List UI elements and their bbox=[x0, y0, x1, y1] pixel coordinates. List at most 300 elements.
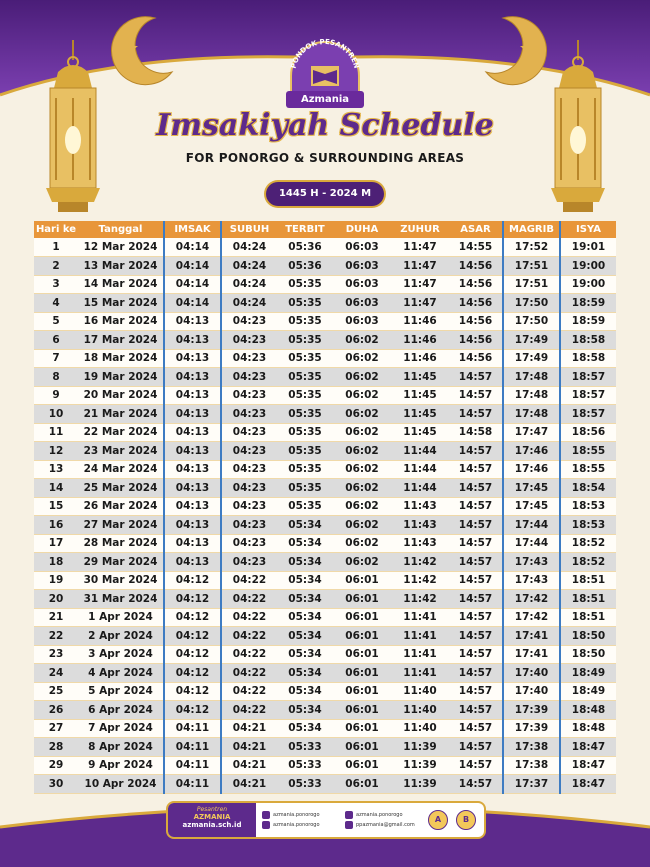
cell-terbit: 05:35 bbox=[277, 294, 333, 313]
table-row bbox=[34, 719, 616, 738]
cell-terbit: 05:35 bbox=[277, 460, 333, 479]
social-text: ppazmania@gmail.com bbox=[356, 822, 415, 828]
cell-terbit: 05:35 bbox=[277, 442, 333, 461]
social-item[interactable] bbox=[262, 811, 339, 819]
cell-hari: 24 bbox=[34, 664, 78, 683]
page-subtitle: FOR PONORGO & SURROUNDING AREAS bbox=[185, 151, 465, 165]
cell-tanggal: 18 Mar 2024 bbox=[78, 349, 164, 368]
cell-hari: 7 bbox=[34, 349, 78, 368]
cell-magrib: 17:38 bbox=[503, 738, 560, 757]
cell-isya: 18:48 bbox=[560, 701, 616, 720]
cell-duha: 06:02 bbox=[333, 442, 391, 461]
facebook-icon bbox=[262, 811, 270, 819]
cell-subuh: 04:23 bbox=[221, 312, 277, 331]
cell-magrib: 17:37 bbox=[503, 775, 560, 794]
cell-asar: 14:55 bbox=[449, 238, 503, 257]
cell-zuhur: 11:42 bbox=[391, 553, 449, 572]
cell-imsak: 04:14 bbox=[164, 238, 221, 257]
cell-isya: 18:57 bbox=[560, 386, 616, 405]
cell-magrib: 17:43 bbox=[503, 571, 560, 590]
table-row bbox=[34, 479, 616, 498]
cell-isya: 18:53 bbox=[560, 516, 616, 535]
table-row bbox=[34, 775, 616, 794]
cell-zuhur: 11:41 bbox=[391, 664, 449, 683]
cell-subuh: 04:23 bbox=[221, 423, 277, 442]
cell-zuhur: 11:43 bbox=[391, 516, 449, 535]
cell-hari: 22 bbox=[34, 627, 78, 646]
cell-zuhur: 11:45 bbox=[391, 386, 449, 405]
accreditation-badge-b: B bbox=[456, 810, 476, 830]
cell-asar: 14:57 bbox=[449, 516, 503, 535]
cell-subuh: 04:23 bbox=[221, 331, 277, 350]
table-row bbox=[34, 368, 616, 387]
cell-terbit: 05:34 bbox=[277, 664, 333, 683]
cell-hari: 10 bbox=[34, 405, 78, 424]
table-row bbox=[34, 294, 616, 313]
cell-imsak: 04:12 bbox=[164, 627, 221, 646]
table-row bbox=[34, 701, 616, 720]
cell-duha: 06:01 bbox=[333, 571, 391, 590]
cell-isya: 18:47 bbox=[560, 756, 616, 775]
cell-zuhur: 11:39 bbox=[391, 756, 449, 775]
cell-tanggal: 21 Mar 2024 bbox=[78, 405, 164, 424]
cell-duha: 06:03 bbox=[333, 238, 391, 257]
cell-tanggal: 29 Mar 2024 bbox=[78, 553, 164, 572]
cell-imsak: 04:13 bbox=[164, 368, 221, 387]
cell-imsak: 04:13 bbox=[164, 460, 221, 479]
cell-hari: 16 bbox=[34, 516, 78, 535]
cell-subuh: 04:22 bbox=[221, 701, 277, 720]
cell-asar: 14:57 bbox=[449, 534, 503, 553]
cell-tanggal: 27 Mar 2024 bbox=[78, 516, 164, 535]
cell-imsak: 04:11 bbox=[164, 719, 221, 738]
cell-zuhur: 11:39 bbox=[391, 775, 449, 794]
cell-hari: 11 bbox=[34, 423, 78, 442]
cell-asar: 14:57 bbox=[449, 738, 503, 757]
cell-zuhur: 11:41 bbox=[391, 627, 449, 646]
cell-tanggal: 16 Mar 2024 bbox=[78, 312, 164, 331]
cell-asar: 14:57 bbox=[449, 664, 503, 683]
col-header-asar: ASAR bbox=[449, 221, 503, 238]
cell-magrib: 17:39 bbox=[503, 701, 560, 720]
table-row bbox=[34, 460, 616, 479]
cell-terbit: 05:35 bbox=[277, 423, 333, 442]
cell-isya: 18:59 bbox=[560, 312, 616, 331]
cell-hari: 18 bbox=[34, 553, 78, 572]
cell-subuh: 04:23 bbox=[221, 479, 277, 498]
instagram-icon bbox=[262, 821, 270, 829]
cell-hari: 9 bbox=[34, 386, 78, 405]
cell-tanggal: 22 Mar 2024 bbox=[78, 423, 164, 442]
cell-asar: 14:56 bbox=[449, 349, 503, 368]
cell-isya: 18:49 bbox=[560, 682, 616, 701]
cell-hari: 29 bbox=[34, 756, 78, 775]
cell-subuh: 04:24 bbox=[221, 294, 277, 313]
cell-duha: 06:03 bbox=[333, 294, 391, 313]
cell-duha: 06:02 bbox=[333, 349, 391, 368]
cell-subuh: 04:23 bbox=[221, 442, 277, 461]
cell-imsak: 04:12 bbox=[164, 682, 221, 701]
cell-terbit: 05:36 bbox=[277, 238, 333, 257]
cell-isya: 18:50 bbox=[560, 627, 616, 646]
cell-subuh: 04:24 bbox=[221, 257, 277, 276]
cell-hari: 23 bbox=[34, 645, 78, 664]
cell-terbit: 05:34 bbox=[277, 627, 333, 646]
email-icon bbox=[345, 821, 353, 829]
cell-subuh: 04:23 bbox=[221, 553, 277, 572]
cell-hari: 28 bbox=[34, 738, 78, 757]
cell-hari: 2 bbox=[34, 257, 78, 276]
cell-asar: 14:57 bbox=[449, 719, 503, 738]
cell-zuhur: 11:43 bbox=[391, 497, 449, 516]
cell-imsak: 04:13 bbox=[164, 312, 221, 331]
cell-imsak: 04:13 bbox=[164, 516, 221, 535]
cell-isya: 19:00 bbox=[560, 275, 616, 294]
col-header-duha: DUHA bbox=[333, 221, 391, 238]
cell-zuhur: 11:44 bbox=[391, 460, 449, 479]
cell-duha: 06:02 bbox=[333, 423, 391, 442]
cell-imsak: 04:12 bbox=[164, 571, 221, 590]
cell-subuh: 04:24 bbox=[221, 275, 277, 294]
cell-subuh: 04:21 bbox=[221, 756, 277, 775]
cell-tanggal: 3 Apr 2024 bbox=[78, 645, 164, 664]
cell-magrib: 17:49 bbox=[503, 349, 560, 368]
table-row bbox=[34, 571, 616, 590]
footer-brand bbox=[168, 803, 256, 837]
cell-terbit: 05:34 bbox=[277, 719, 333, 738]
cell-asar: 14:57 bbox=[449, 442, 503, 461]
cell-asar: 14:56 bbox=[449, 257, 503, 276]
cell-subuh: 04:23 bbox=[221, 497, 277, 516]
cell-duha: 06:02 bbox=[333, 386, 391, 405]
cell-isya: 18:53 bbox=[560, 497, 616, 516]
social-text: azmania.ponorogo bbox=[273, 812, 320, 818]
cell-magrib: 17:46 bbox=[503, 442, 560, 461]
table-row bbox=[34, 645, 616, 664]
cell-hari: 30 bbox=[34, 775, 78, 794]
cell-isya: 18:51 bbox=[560, 590, 616, 609]
cell-subuh: 04:21 bbox=[221, 738, 277, 757]
cell-asar: 14:57 bbox=[449, 756, 503, 775]
cell-magrib: 17:51 bbox=[503, 275, 560, 294]
cell-terbit: 05:35 bbox=[277, 386, 333, 405]
cell-terbit: 05:34 bbox=[277, 590, 333, 609]
cell-zuhur: 11:47 bbox=[391, 257, 449, 276]
footer-contact-bar bbox=[168, 803, 484, 837]
social-item[interactable] bbox=[345, 821, 422, 829]
cell-subuh: 04:22 bbox=[221, 571, 277, 590]
cell-isya: 18:58 bbox=[560, 349, 616, 368]
cell-imsak: 04:12 bbox=[164, 608, 221, 627]
table-row bbox=[34, 312, 616, 331]
cell-terbit: 05:35 bbox=[277, 497, 333, 516]
cell-imsak: 04:13 bbox=[164, 331, 221, 350]
cell-hari: 26 bbox=[34, 701, 78, 720]
cell-isya: 18:50 bbox=[560, 645, 616, 664]
cell-tanggal: 25 Mar 2024 bbox=[78, 479, 164, 498]
cell-duha: 06:01 bbox=[333, 701, 391, 720]
cell-tanggal: 19 Mar 2024 bbox=[78, 368, 164, 387]
cell-zuhur: 11:47 bbox=[391, 275, 449, 294]
cell-zuhur: 11:41 bbox=[391, 645, 449, 664]
cell-terbit: 05:33 bbox=[277, 775, 333, 794]
cell-tanggal: 24 Mar 2024 bbox=[78, 460, 164, 479]
cell-imsak: 04:13 bbox=[164, 442, 221, 461]
page-title: Imsakiyah Schedule bbox=[156, 108, 494, 143]
cell-asar: 14:57 bbox=[449, 608, 503, 627]
cell-tanggal: 10 Apr 2024 bbox=[78, 775, 164, 794]
cell-isya: 18:55 bbox=[560, 460, 616, 479]
cell-magrib: 17:50 bbox=[503, 312, 560, 331]
cell-duha: 06:03 bbox=[333, 257, 391, 276]
cell-imsak: 04:13 bbox=[164, 405, 221, 424]
cell-subuh: 04:23 bbox=[221, 460, 277, 479]
cell-zuhur: 11:47 bbox=[391, 238, 449, 257]
table-row bbox=[34, 516, 616, 535]
cell-magrib: 17:45 bbox=[503, 497, 560, 516]
cell-duha: 06:01 bbox=[333, 627, 391, 646]
table-row bbox=[34, 349, 616, 368]
cell-isya: 18:55 bbox=[560, 442, 616, 461]
cell-terbit: 05:35 bbox=[277, 275, 333, 294]
cell-magrib: 17:42 bbox=[503, 608, 560, 627]
cell-imsak: 04:13 bbox=[164, 479, 221, 498]
cell-imsak: 04:14 bbox=[164, 275, 221, 294]
cell-duha: 06:01 bbox=[333, 645, 391, 664]
cell-asar: 14:57 bbox=[449, 571, 503, 590]
table-row bbox=[34, 553, 616, 572]
cell-tanggal: 26 Mar 2024 bbox=[78, 497, 164, 516]
cell-magrib: 17:38 bbox=[503, 756, 560, 775]
table-row bbox=[34, 275, 616, 294]
table-row bbox=[34, 534, 616, 553]
cell-tanggal: 2 Apr 2024 bbox=[78, 627, 164, 646]
cell-terbit: 05:33 bbox=[277, 756, 333, 775]
cell-asar: 14:56 bbox=[449, 312, 503, 331]
cell-magrib: 17:44 bbox=[503, 516, 560, 535]
cell-isya: 18:57 bbox=[560, 368, 616, 387]
social-item[interactable] bbox=[345, 811, 422, 819]
cell-tanggal: 31 Mar 2024 bbox=[78, 590, 164, 609]
cell-zuhur: 11:46 bbox=[391, 331, 449, 350]
cell-subuh: 04:21 bbox=[221, 775, 277, 794]
cell-asar: 14:57 bbox=[449, 590, 503, 609]
cell-magrib: 17:48 bbox=[503, 386, 560, 405]
footer-brand-line1: Pesantren bbox=[196, 806, 228, 813]
cell-asar: 14:57 bbox=[449, 645, 503, 664]
accreditation-badge-a: A bbox=[428, 810, 448, 830]
cell-asar: 14:57 bbox=[449, 479, 503, 498]
cell-subuh: 04:23 bbox=[221, 534, 277, 553]
col-header-magrib: MAGRIB bbox=[503, 221, 560, 238]
table-row bbox=[34, 405, 616, 424]
cell-terbit: 05:35 bbox=[277, 368, 333, 387]
cell-isya: 18:48 bbox=[560, 719, 616, 738]
cell-asar: 14:57 bbox=[449, 627, 503, 646]
table-row bbox=[34, 627, 616, 646]
cell-subuh: 04:22 bbox=[221, 590, 277, 609]
cell-zuhur: 11:44 bbox=[391, 442, 449, 461]
cell-isya: 18:52 bbox=[560, 534, 616, 553]
cell-imsak: 04:13 bbox=[164, 349, 221, 368]
table-row bbox=[34, 238, 616, 257]
cell-hari: 27 bbox=[34, 719, 78, 738]
cell-magrib: 17:40 bbox=[503, 682, 560, 701]
cell-magrib: 17:42 bbox=[503, 590, 560, 609]
cell-isya: 18:47 bbox=[560, 738, 616, 757]
cell-asar: 14:56 bbox=[449, 331, 503, 350]
cell-isya: 18:56 bbox=[560, 423, 616, 442]
cell-imsak: 04:14 bbox=[164, 257, 221, 276]
cell-hari: 5 bbox=[34, 312, 78, 331]
cell-duha: 06:02 bbox=[333, 368, 391, 387]
cell-asar: 14:57 bbox=[449, 405, 503, 424]
cell-terbit: 05:35 bbox=[277, 312, 333, 331]
cell-isya: 18:57 bbox=[560, 405, 616, 424]
cell-tanggal: 30 Mar 2024 bbox=[78, 571, 164, 590]
cell-imsak: 04:11 bbox=[164, 775, 221, 794]
table-row bbox=[34, 497, 616, 516]
cell-hari: 19 bbox=[34, 571, 78, 590]
cell-zuhur: 11:41 bbox=[391, 608, 449, 627]
cell-imsak: 04:11 bbox=[164, 738, 221, 757]
cell-duha: 06:01 bbox=[333, 756, 391, 775]
cell-duha: 06:01 bbox=[333, 775, 391, 794]
col-header-tanggal: Tanggal bbox=[78, 221, 164, 238]
col-header-zuhur: ZUHUR bbox=[391, 221, 449, 238]
social-item[interactable] bbox=[262, 821, 339, 829]
table-header-row bbox=[34, 221, 616, 238]
cell-magrib: 17:48 bbox=[503, 368, 560, 387]
cell-zuhur: 11:45 bbox=[391, 368, 449, 387]
cell-subuh: 04:22 bbox=[221, 645, 277, 664]
cell-magrib: 17:50 bbox=[503, 294, 560, 313]
table-row bbox=[34, 386, 616, 405]
cell-terbit: 05:34 bbox=[277, 571, 333, 590]
cell-tanggal: 12 Mar 2024 bbox=[78, 238, 164, 257]
youtube-icon bbox=[345, 811, 353, 819]
cell-isya: 19:01 bbox=[560, 238, 616, 257]
col-header-terbit: TERBIT bbox=[277, 221, 333, 238]
cell-duha: 06:01 bbox=[333, 608, 391, 627]
table-row bbox=[34, 756, 616, 775]
cell-magrib: 17:45 bbox=[503, 479, 560, 498]
cell-zuhur: 11:40 bbox=[391, 682, 449, 701]
footer-brand-line2: AZMANIA bbox=[193, 813, 231, 821]
cell-terbit: 05:35 bbox=[277, 349, 333, 368]
cell-subuh: 04:24 bbox=[221, 238, 277, 257]
cell-zuhur: 11:46 bbox=[391, 349, 449, 368]
col-header-subuh: SUBUH bbox=[221, 221, 277, 238]
cell-duha: 06:01 bbox=[333, 719, 391, 738]
cell-subuh: 04:22 bbox=[221, 608, 277, 627]
logo-arc-text: PONDOK PESANTREN bbox=[289, 37, 361, 70]
cell-terbit: 05:34 bbox=[277, 534, 333, 553]
cell-subuh: 04:23 bbox=[221, 405, 277, 424]
cell-magrib: 17:46 bbox=[503, 460, 560, 479]
cell-duha: 06:02 bbox=[333, 331, 391, 350]
cell-terbit: 05:34 bbox=[277, 608, 333, 627]
cell-zuhur: 11:47 bbox=[391, 294, 449, 313]
cell-tanggal: 20 Mar 2024 bbox=[78, 386, 164, 405]
cell-asar: 14:56 bbox=[449, 275, 503, 294]
cell-duha: 06:01 bbox=[333, 738, 391, 757]
table-row bbox=[34, 423, 616, 442]
cell-hari: 8 bbox=[34, 368, 78, 387]
cell-duha: 06:02 bbox=[333, 553, 391, 572]
brand-name: Azmania bbox=[286, 91, 364, 108]
cell-magrib: 17:48 bbox=[503, 405, 560, 424]
cell-duha: 06:01 bbox=[333, 682, 391, 701]
cell-tanggal: 1 Apr 2024 bbox=[78, 608, 164, 627]
cell-terbit: 05:34 bbox=[277, 516, 333, 535]
cell-asar: 14:57 bbox=[449, 701, 503, 720]
cell-magrib: 17:41 bbox=[503, 645, 560, 664]
cell-zuhur: 11:40 bbox=[391, 701, 449, 720]
cell-magrib: 17:52 bbox=[503, 238, 560, 257]
cell-duha: 06:02 bbox=[333, 405, 391, 424]
social-text: azmania.ponorogo bbox=[273, 822, 320, 828]
accreditation-badges bbox=[428, 810, 484, 830]
cell-subuh: 04:21 bbox=[221, 719, 277, 738]
cell-terbit: 05:35 bbox=[277, 405, 333, 424]
cell-tanggal: 28 Mar 2024 bbox=[78, 534, 164, 553]
cell-duha: 06:02 bbox=[333, 516, 391, 535]
cell-imsak: 04:13 bbox=[164, 386, 221, 405]
cell-isya: 18:51 bbox=[560, 571, 616, 590]
cell-hari: 17 bbox=[34, 534, 78, 553]
cell-duha: 06:02 bbox=[333, 497, 391, 516]
table-row bbox=[34, 608, 616, 627]
footer-social-list bbox=[256, 811, 428, 829]
crescent-moon-icon bbox=[100, 10, 180, 90]
cell-isya: 18:58 bbox=[560, 331, 616, 350]
cell-zuhur: 11:46 bbox=[391, 312, 449, 331]
cell-magrib: 17:43 bbox=[503, 553, 560, 572]
cell-zuhur: 11:42 bbox=[391, 571, 449, 590]
cell-imsak: 04:13 bbox=[164, 423, 221, 442]
cell-tanggal: 15 Mar 2024 bbox=[78, 294, 164, 313]
cell-isya: 18:47 bbox=[560, 775, 616, 794]
cell-duha: 06:01 bbox=[333, 590, 391, 609]
cell-zuhur: 11:42 bbox=[391, 590, 449, 609]
cell-isya: 18:51 bbox=[560, 608, 616, 627]
cell-imsak: 04:13 bbox=[164, 534, 221, 553]
cell-magrib: 17:41 bbox=[503, 627, 560, 646]
cell-zuhur: 11:43 bbox=[391, 534, 449, 553]
cell-asar: 14:57 bbox=[449, 775, 503, 794]
cell-magrib: 17:49 bbox=[503, 331, 560, 350]
cell-tanggal: 8 Apr 2024 bbox=[78, 738, 164, 757]
cell-tanggal: 17 Mar 2024 bbox=[78, 331, 164, 350]
social-text: azmania.ponorogo bbox=[356, 812, 403, 818]
cell-hari: 25 bbox=[34, 682, 78, 701]
cell-hari: 20 bbox=[34, 590, 78, 609]
cell-terbit: 05:35 bbox=[277, 331, 333, 350]
cell-subuh: 04:23 bbox=[221, 516, 277, 535]
footer-website: azmania.sch.id bbox=[182, 821, 242, 829]
table-row bbox=[34, 682, 616, 701]
cell-magrib: 17:44 bbox=[503, 534, 560, 553]
cell-tanggal: 13 Mar 2024 bbox=[78, 257, 164, 276]
cell-tanggal: 4 Apr 2024 bbox=[78, 664, 164, 683]
cell-duha: 06:03 bbox=[333, 275, 391, 294]
cell-hari: 4 bbox=[34, 294, 78, 313]
cell-terbit: 05:33 bbox=[277, 738, 333, 757]
cell-tanggal: 9 Apr 2024 bbox=[78, 756, 164, 775]
cell-isya: 18:59 bbox=[560, 294, 616, 313]
cell-imsak: 04:12 bbox=[164, 664, 221, 683]
